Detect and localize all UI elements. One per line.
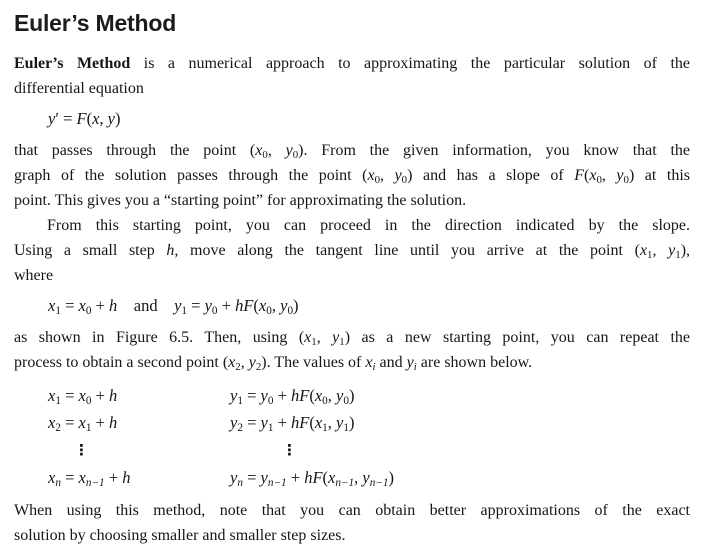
paragraph-repeat — [14, 325, 690, 375]
paragraph-intro — [14, 51, 690, 101]
text-line: that passes through the point ($x_0$, $y_0$). From the given information, you know that the — [14, 142, 691, 161]
text-line: When using this method, note that you can obtain better approximations of the exact — [14, 502, 690, 519]
section-title: Euler’s Method — [14, 10, 177, 36]
text-line: differential equation — [14, 80, 144, 97]
equation-row — [48, 409, 690, 436]
text-line: solution by choosing smaller and smaller step sizes. — [14, 527, 346, 544]
equation-y-cell: $y_1 = y_0 + hF(x_0$, $y_0$) — [230, 386, 355, 407]
text-line: Using a small step h, move along the tangent line until you arrive at the point ($x_1$, $y_1$), — [14, 242, 691, 261]
equation-x-cell — [48, 436, 256, 464]
equation-y-cell — [256, 436, 297, 464]
equation-x-cell: $x_1 = x_0 + h$ — [48, 386, 118, 407]
equation-row — [48, 382, 690, 409]
vertical-ellipsis: ⋮ — [74, 441, 89, 459]
equation-x-cell: $x_n = x_{n-1} + h$ — [48, 468, 131, 489]
text-line: Euler’s Method is a numerical approach to approximating the particular solution of the — [14, 55, 690, 72]
equation-y-cell: $y_2 = y_1 + hF(x_1$, $y_1$) — [230, 413, 355, 434]
text-line: as shown in Figure 6.5. Then, using ($x_1$, $y_1$) as a new starting point, you can repeat the — [14, 329, 691, 348]
equation-y-cell: $y_n = y_{n-1} + hF(x_{n-1}$, $y_{n-1}$) — [230, 468, 395, 489]
text-line: where — [14, 267, 54, 284]
equation-differential: y′ = F(x, y) — [48, 109, 121, 128]
equation-first-step: $x_1 = x_0 + h$ and $y_1 = y_0 + hF(x_0$, $y_0$) — [48, 296, 299, 317]
text-line: From this starting point, you can proceed in the direction indicated by the slope. — [47, 217, 690, 234]
equation-row-ellipsis — [48, 436, 690, 464]
text-line: process to obtain a second point ($x_2$, $y_2$). The values of $x_i$ and $y_i$ are shown below. — [14, 354, 533, 373]
text-line: graph of the solution passes through the point ($x_0$, $y_0$) and has a slope of $F(x_0$, $y_0$) at this — [14, 167, 690, 186]
paragraph-proceed — [14, 213, 690, 288]
paragraph-conclusion — [14, 498, 690, 548]
equation-table — [48, 382, 690, 491]
paragraph-starting-point — [14, 138, 690, 213]
vertical-ellipsis: ⋮ — [282, 441, 297, 459]
equation-row — [48, 464, 690, 491]
equation-x-cell: $x_2 = x_1 + h$ — [48, 413, 118, 434]
text-line: point. This gives you a “starting point” for approximating the solution. — [14, 192, 467, 209]
